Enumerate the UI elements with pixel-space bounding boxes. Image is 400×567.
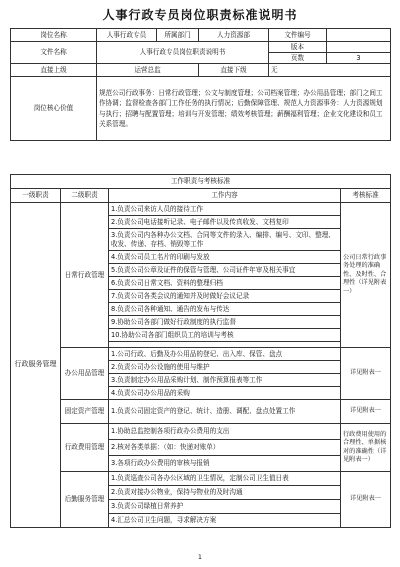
office-item: 2.负责公司办公设施的使用与维护 <box>109 361 341 374</box>
file-no-value <box>327 29 391 42</box>
duties-table <box>10 174 391 528</box>
expense-item: 2.核对各类单据：（如：快递对账单） <box>109 440 341 456</box>
office-item: 4.负责公司办公用品的采购 <box>109 387 341 400</box>
version-label: 版本 <box>269 42 327 53</box>
group-assets-name: 固定资产管理 <box>61 400 109 424</box>
file-no-label: 文件编号 <box>269 29 327 42</box>
dept-label: 所属部门 <box>157 29 199 42</box>
pages-value: 3 <box>327 53 391 64</box>
daily-item: 1.负责公司来访人员的接待工作 <box>109 203 341 216</box>
expense-item: 3.各项行政办公费用的审核与报销 <box>109 456 341 472</box>
group-logistics-name: 后勤服务管理 <box>61 472 109 528</box>
group-assets-standard: 详见附表一 <box>341 400 391 424</box>
level1-cell: 行政服务管理 <box>11 203 61 528</box>
daily-item: 9.协助公司各部门做好行政制度的执行监督 <box>109 316 341 329</box>
header-table <box>10 28 391 141</box>
group-expense-name: 行政费用管理 <box>61 424 109 472</box>
group-office-standard: 详见附表一 <box>341 348 391 400</box>
col-header-level1: 一级职责 <box>11 189 61 203</box>
doc-name-label: 文件名称 <box>11 42 97 64</box>
superior-label: 直接上级 <box>11 64 97 77</box>
page-number: 1 <box>197 553 203 561</box>
group-expense-standard: 行政费用使用的合理性、单据核对的准确性（详见附表一） <box>341 424 391 472</box>
core-value-label: 岗位核心价值 <box>11 77 97 141</box>
daily-item: 6.负责公司日常文档、资料的整理归档 <box>109 277 341 290</box>
col-header-standard: 考核标准 <box>341 189 391 203</box>
daily-item: 5.负责公司公章及证件的保管与管理、公司证件年审及相关事宜 <box>109 264 341 277</box>
subordinate-label: 直接下级 <box>199 64 269 77</box>
office-item: 1.公司行政、后勤及办公用品的登记、出入库、保管、盘点 <box>109 348 341 361</box>
daily-item: 10.协助公司各部门组织员工的培训与考核 <box>109 329 341 342</box>
daily-item: 3.负责公司内各种办公文档、合同等文件的录入、编排、编号、文印、整理、收发、传递、存档、销毁等工作 <box>109 229 341 251</box>
logistics-item: 2.负责对接办公物业，保持与物业的及时沟通 <box>109 486 341 500</box>
logistics-item: 3.负责公司绿植日常养护 <box>109 500 341 514</box>
group-office-name: 办公用品管理 <box>61 348 109 400</box>
daily-item: 4.负责公司员工名片的印刷与发放 <box>109 251 341 264</box>
document-title: 人事行政专员岗位职责标准说明书 <box>102 8 298 22</box>
group-daily-standard: 公司日常行政事务处理的准确性、及时性、合理性（详见附表一） <box>341 203 391 348</box>
subordinate-value: 无 <box>269 64 391 77</box>
doc-name-value: 人事行政专员岗位职责说明书 <box>97 42 269 64</box>
daily-item: 8.负责公司各种通知、通告的发布与传达 <box>109 303 341 316</box>
daily-item: 7.负责公司各类会议的通知并及时做好会议记录 <box>109 290 341 303</box>
group-logistics-standard: 详见附表一 <box>341 472 391 528</box>
superior-value: 运营总监 <box>97 64 199 77</box>
pages-label: 页数 <box>269 53 327 64</box>
version-value <box>327 42 391 53</box>
position-label: 岗位名称 <box>11 29 97 42</box>
position-value: 人事行政专员 <box>97 29 157 42</box>
section-title: 工作职责与考核标准 <box>11 175 391 189</box>
logistics-item: 4.汇总公司卫生问题，寻求解决方案 <box>109 514 341 528</box>
daily-item: 2.负责公司电话接听记录、电子邮件以及传真收发、文档复印 <box>109 216 341 229</box>
core-value-text: 规范公司行政事务：日常行政管理；公文与制度管理；公司档案管理；办公用品管理；部门之间工作协调；监督检查各部门工作任务的执行情况；后勤保障管理、规范人力资源事务：人力资源规划与执行；招聘与配置管理；培训与开发管理；绩效考核管理；薪酬福利管理；企业文化建设和员工关系管理。 <box>97 77 391 141</box>
logistics-item: 1.负责巡查公司各办公区域的卫生情况，定制公司卫生值日表 <box>109 472 341 486</box>
col-header-level2: 二级职责 <box>61 189 109 203</box>
dept-value: 人力资源部 <box>199 29 269 42</box>
expense-item: 1.协助总监控制各项行政办公费用的支出 <box>109 424 341 440</box>
col-header-content: 工作内容 <box>109 189 341 203</box>
assets-item: 1.负责公司固定资产的登记、统计、造册、调配、盘点处置工作 <box>109 400 341 424</box>
office-item: 3.负责制定办公用品采购计划、制作预算报表等工作 <box>109 374 341 387</box>
group-daily-name: 日常行政管理 <box>61 203 109 348</box>
